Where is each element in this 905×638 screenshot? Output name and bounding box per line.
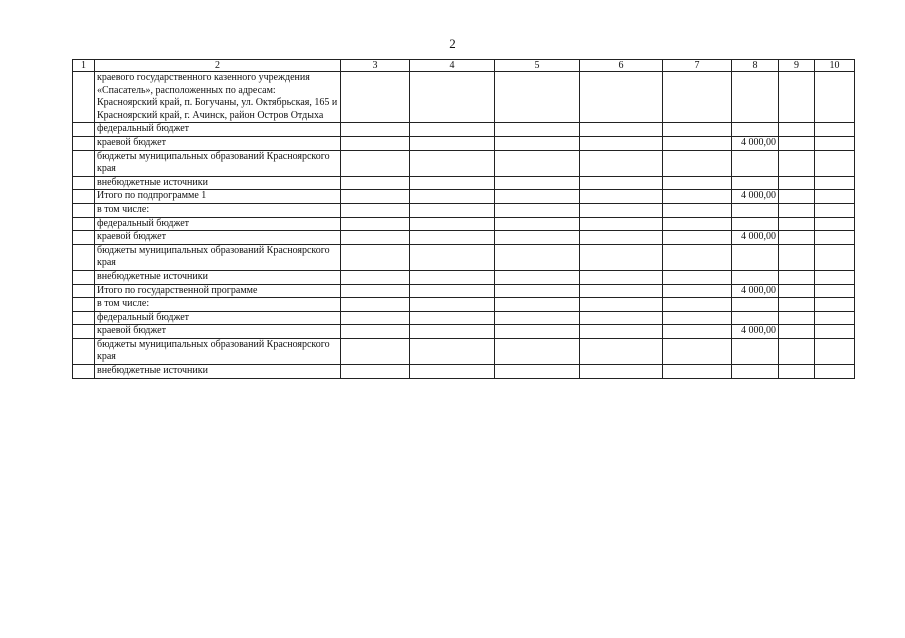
empty-cell	[410, 298, 495, 312]
empty-cell	[495, 190, 580, 204]
empty-cell	[663, 217, 732, 231]
empty-cell	[815, 123, 855, 137]
column-header: 7	[663, 60, 732, 72]
column-header: 4	[410, 60, 495, 72]
empty-cell	[410, 203, 495, 217]
row-description: в том числе:	[95, 203, 341, 217]
row-description: Итого по подпрограмме 1	[95, 190, 341, 204]
empty-cell	[341, 284, 410, 298]
row-description: Итого по государственной программе	[95, 284, 341, 298]
empty-cell	[495, 298, 580, 312]
table-row	[73, 298, 855, 312]
empty-cell	[663, 270, 732, 284]
row-amount	[732, 311, 779, 325]
empty-cell	[495, 325, 580, 339]
empty-cell	[663, 365, 732, 379]
empty-cell	[410, 284, 495, 298]
empty-cell	[815, 365, 855, 379]
column-header: 5	[495, 60, 580, 72]
empty-cell	[580, 231, 663, 245]
empty-cell	[495, 150, 580, 176]
empty-cell	[663, 72, 732, 123]
empty-cell	[73, 231, 95, 245]
row-description: краевого государственного казенного учреждения «Спасатель», расположенных по адресам: Красноярский край, п. Богучаны, ул. Октябрьская, 165 и Красноярский край, г. Ачинск, район Остров Отдыха	[95, 72, 341, 123]
row-description: краевой бюджет	[95, 136, 341, 150]
empty-cell	[580, 284, 663, 298]
empty-cell	[779, 72, 815, 123]
empty-cell	[779, 284, 815, 298]
empty-cell	[341, 311, 410, 325]
row-amount	[732, 338, 779, 364]
column-header: 6	[580, 60, 663, 72]
empty-cell	[779, 325, 815, 339]
empty-cell	[410, 150, 495, 176]
empty-cell	[815, 284, 855, 298]
empty-cell	[73, 270, 95, 284]
column-header: 1	[73, 60, 95, 72]
row-description: федеральный бюджет	[95, 217, 341, 231]
empty-cell	[410, 338, 495, 364]
empty-cell	[663, 298, 732, 312]
empty-cell	[815, 311, 855, 325]
empty-cell	[495, 365, 580, 379]
row-amount	[732, 217, 779, 231]
empty-cell	[779, 231, 815, 245]
empty-cell	[779, 123, 815, 137]
empty-cell	[73, 325, 95, 339]
row-amount: 4 000,00	[732, 325, 779, 339]
empty-cell	[815, 136, 855, 150]
table-row	[73, 270, 855, 284]
empty-cell	[410, 244, 495, 270]
empty-cell	[663, 231, 732, 245]
empty-cell	[663, 150, 732, 176]
empty-cell	[495, 244, 580, 270]
empty-cell	[580, 311, 663, 325]
empty-cell	[73, 244, 95, 270]
empty-cell	[779, 270, 815, 284]
table-row	[73, 244, 855, 270]
empty-cell	[580, 136, 663, 150]
empty-cell	[779, 217, 815, 231]
empty-cell	[815, 150, 855, 176]
table-row	[73, 325, 855, 339]
row-amount	[732, 270, 779, 284]
empty-cell	[73, 284, 95, 298]
empty-cell	[580, 203, 663, 217]
empty-cell	[73, 217, 95, 231]
empty-cell	[815, 203, 855, 217]
table-row	[73, 190, 855, 204]
empty-cell	[779, 244, 815, 270]
empty-cell	[779, 365, 815, 379]
empty-cell	[580, 298, 663, 312]
row-amount	[732, 298, 779, 312]
empty-cell	[580, 325, 663, 339]
table-row	[73, 123, 855, 137]
row-amount	[732, 176, 779, 190]
empty-cell	[73, 136, 95, 150]
empty-cell	[815, 298, 855, 312]
row-description: федеральный бюджет	[95, 123, 341, 137]
empty-cell	[663, 244, 732, 270]
column-header: 3	[341, 60, 410, 72]
empty-cell	[663, 311, 732, 325]
empty-cell	[410, 217, 495, 231]
empty-cell	[815, 217, 855, 231]
empty-cell	[341, 203, 410, 217]
empty-cell	[341, 176, 410, 190]
empty-cell	[495, 311, 580, 325]
empty-cell	[73, 203, 95, 217]
row-description: внебюджетные источники	[95, 365, 341, 379]
table-row	[73, 338, 855, 364]
empty-cell	[580, 217, 663, 231]
empty-cell	[410, 231, 495, 245]
empty-cell	[73, 298, 95, 312]
empty-cell	[410, 311, 495, 325]
empty-cell	[73, 311, 95, 325]
empty-cell	[410, 365, 495, 379]
empty-cell	[580, 338, 663, 364]
row-amount: 4 000,00	[732, 190, 779, 204]
empty-cell	[495, 203, 580, 217]
empty-cell	[779, 150, 815, 176]
row-description: краевой бюджет	[95, 325, 341, 339]
row-amount	[732, 123, 779, 137]
page-number: 2	[449, 36, 456, 51]
empty-cell	[580, 190, 663, 204]
row-description: краевой бюджет	[95, 231, 341, 245]
empty-cell	[663, 123, 732, 137]
empty-cell	[341, 325, 410, 339]
row-amount	[732, 365, 779, 379]
empty-cell	[815, 190, 855, 204]
empty-cell	[341, 190, 410, 204]
empty-cell	[410, 325, 495, 339]
row-amount	[732, 203, 779, 217]
column-header: 9	[779, 60, 815, 72]
empty-cell	[495, 338, 580, 364]
row-description: бюджеты муниципальных образований Красноярского края	[95, 244, 341, 270]
row-description: внебюджетные источники	[95, 176, 341, 190]
row-amount: 4 000,00	[732, 136, 779, 150]
empty-cell	[410, 270, 495, 284]
table-row	[73, 203, 855, 217]
empty-cell	[73, 123, 95, 137]
empty-cell	[341, 123, 410, 137]
row-description: бюджеты муниципальных образований Красноярского края	[95, 150, 341, 176]
table-row	[73, 217, 855, 231]
empty-cell	[815, 338, 855, 364]
table-row	[73, 176, 855, 190]
column-header: 10	[815, 60, 855, 72]
empty-cell	[663, 284, 732, 298]
budget-table	[72, 59, 855, 379]
empty-cell	[341, 72, 410, 123]
empty-cell	[341, 217, 410, 231]
empty-cell	[580, 270, 663, 284]
empty-cell	[815, 244, 855, 270]
empty-cell	[73, 365, 95, 379]
empty-cell	[815, 325, 855, 339]
empty-cell	[73, 150, 95, 176]
empty-cell	[663, 176, 732, 190]
row-amount	[732, 72, 779, 123]
table-row	[73, 72, 855, 123]
row-amount: 4 000,00	[732, 284, 779, 298]
empty-cell	[663, 136, 732, 150]
column-number-row	[73, 60, 855, 72]
empty-cell	[495, 270, 580, 284]
empty-cell	[815, 231, 855, 245]
empty-cell	[341, 270, 410, 284]
empty-cell	[495, 136, 580, 150]
empty-cell	[410, 72, 495, 123]
empty-cell	[663, 190, 732, 204]
empty-cell	[663, 203, 732, 217]
empty-cell	[779, 190, 815, 204]
empty-cell	[779, 203, 815, 217]
empty-cell	[495, 72, 580, 123]
empty-cell	[815, 270, 855, 284]
empty-cell	[580, 244, 663, 270]
empty-cell	[580, 150, 663, 176]
empty-cell	[815, 72, 855, 123]
empty-cell	[779, 136, 815, 150]
empty-cell	[580, 123, 663, 137]
empty-cell	[341, 136, 410, 150]
empty-cell	[410, 123, 495, 137]
empty-cell	[580, 72, 663, 123]
empty-cell	[779, 176, 815, 190]
table-row	[73, 136, 855, 150]
table-row	[73, 311, 855, 325]
table-row	[73, 231, 855, 245]
empty-cell	[73, 176, 95, 190]
empty-cell	[779, 338, 815, 364]
empty-cell	[341, 150, 410, 176]
empty-cell	[341, 365, 410, 379]
row-description: внебюджетные источники	[95, 270, 341, 284]
empty-cell	[341, 338, 410, 364]
empty-cell	[341, 231, 410, 245]
empty-cell	[495, 123, 580, 137]
empty-cell	[410, 136, 495, 150]
empty-cell	[663, 338, 732, 364]
table-row	[73, 284, 855, 298]
empty-cell	[779, 311, 815, 325]
row-description: в том числе:	[95, 298, 341, 312]
empty-cell	[341, 244, 410, 270]
empty-cell	[495, 284, 580, 298]
empty-cell	[495, 176, 580, 190]
table-row	[73, 365, 855, 379]
empty-cell	[410, 176, 495, 190]
empty-cell	[73, 190, 95, 204]
row-amount	[732, 150, 779, 176]
row-description: федеральный бюджет	[95, 311, 341, 325]
row-amount: 4 000,00	[732, 231, 779, 245]
row-description: бюджеты муниципальных образований Красноярского края	[95, 338, 341, 364]
row-amount	[732, 244, 779, 270]
empty-cell	[495, 217, 580, 231]
column-header: 2	[95, 60, 341, 72]
empty-cell	[580, 365, 663, 379]
column-header: 8	[732, 60, 779, 72]
empty-cell	[73, 72, 95, 123]
empty-cell	[779, 298, 815, 312]
empty-cell	[410, 190, 495, 204]
empty-cell	[815, 176, 855, 190]
empty-cell	[341, 298, 410, 312]
empty-cell	[663, 325, 732, 339]
empty-cell	[580, 176, 663, 190]
table-row	[73, 150, 855, 176]
empty-cell	[495, 231, 580, 245]
empty-cell	[73, 338, 95, 364]
